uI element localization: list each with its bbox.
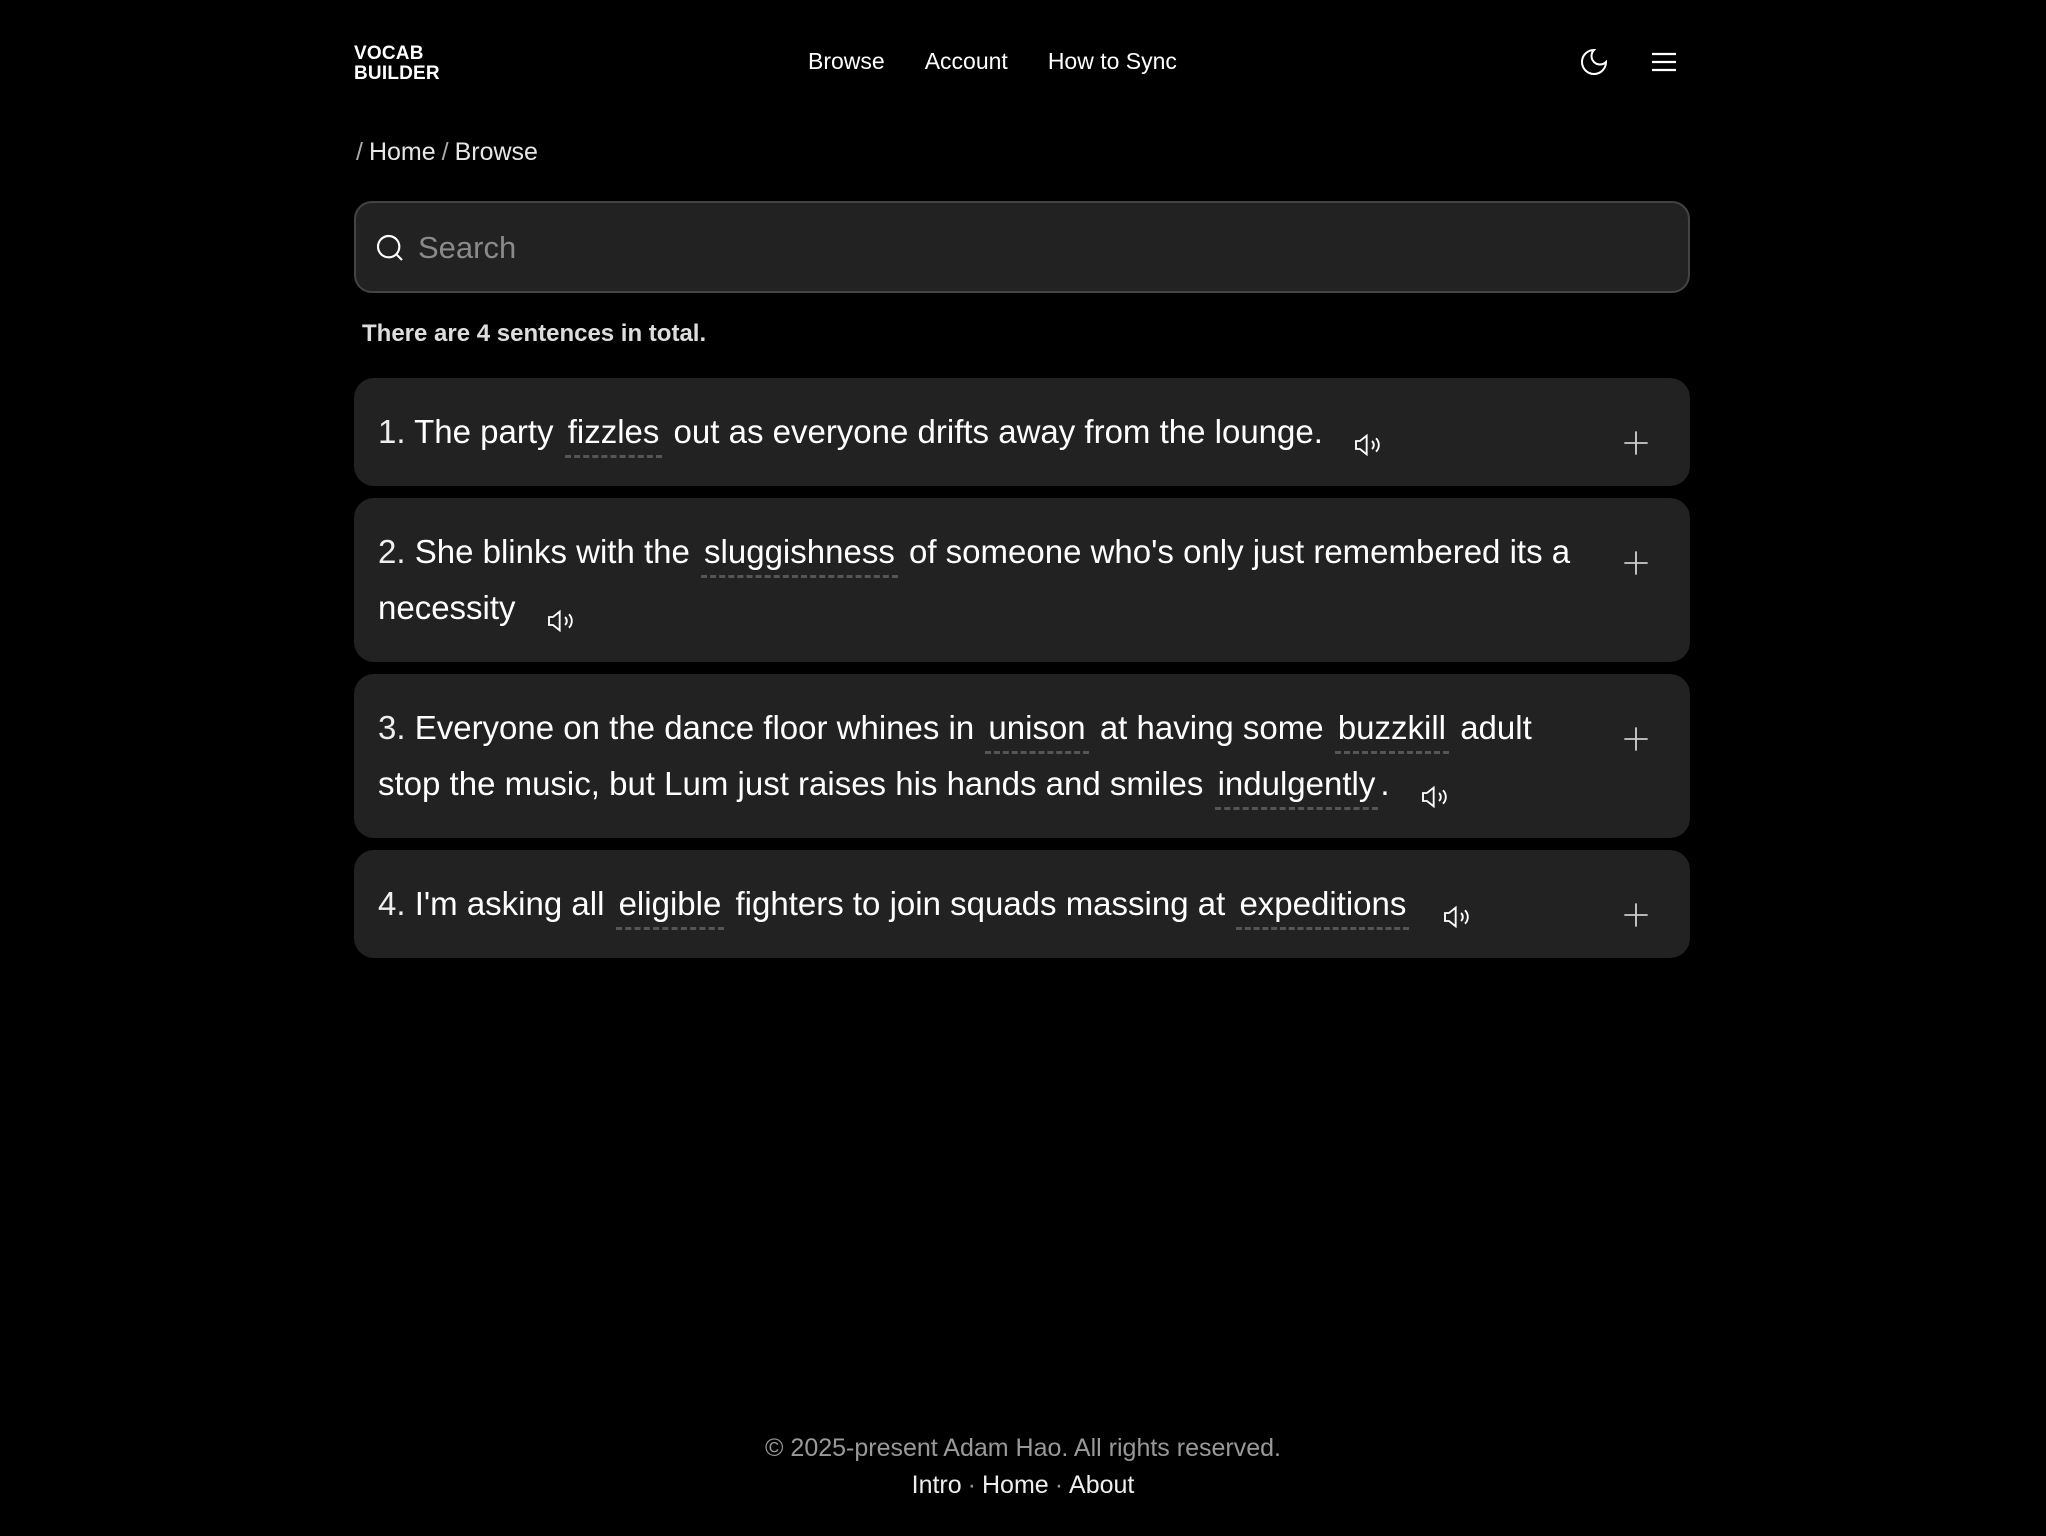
nav-how-to-sync[interactable]: How to Sync <box>1047 48 1177 74</box>
sentence-card <box>354 498 1690 662</box>
sentence-text: . <box>1380 765 1390 802</box>
copyright: © 2025-present Adam Hao. All rights reserved. <box>765 1434 1281 1462</box>
sentence-text: The party <box>414 413 554 450</box>
add-icon[interactable] <box>1622 714 1650 742</box>
sentence-card <box>354 850 1690 958</box>
moon-icon[interactable] <box>1578 46 1610 78</box>
vocab-word[interactable]: expeditions <box>1236 881 1409 930</box>
speaker-icon[interactable] <box>545 596 577 624</box>
vocab-word[interactable]: fizzles <box>565 409 663 458</box>
sentence-number: 3. <box>378 709 406 746</box>
sentence-number: 1. <box>378 413 406 450</box>
nav-account[interactable]: Account <box>924 48 1008 74</box>
breadcrumb-separator: / <box>356 138 363 166</box>
sentence-number: 4. <box>378 885 406 922</box>
add-icon[interactable] <box>1622 538 1650 566</box>
speaker-icon[interactable] <box>1352 420 1384 448</box>
breadcrumb-separator: / <box>441 138 449 166</box>
vocab-word[interactable]: indulgently <box>1215 761 1379 810</box>
sentence-number: 2. <box>378 533 406 570</box>
logo-line: BUILDER <box>354 63 440 84</box>
search-input[interactable] <box>416 203 1670 293</box>
main-nav <box>808 48 1177 75</box>
sentence-card <box>354 378 1690 486</box>
vocab-word[interactable]: eligible <box>616 881 725 930</box>
sentence-card <box>354 674 1690 838</box>
speaker-icon[interactable] <box>1419 772 1451 800</box>
breadcrumb <box>356 138 544 167</box>
vocab-word[interactable]: buzzkill <box>1335 705 1449 754</box>
breadcrumb-browse[interactable]: Browse <box>454 138 538 166</box>
sentence-text: at having some <box>1099 709 1324 746</box>
menu-icon[interactable] <box>1648 46 1680 78</box>
footer <box>0 1434 2046 1500</box>
nav-browse[interactable]: Browse <box>808 48 885 74</box>
page <box>354 0 1690 922</box>
sentence-text: Everyone on the dance floor whines in <box>414 709 975 746</box>
sentence-text: adult stop the music, but Lum just raises his hands and smiles <box>378 709 1532 802</box>
add-icon[interactable] <box>1622 890 1650 918</box>
vocab-word[interactable]: unison <box>985 705 1088 754</box>
logo-line: VOCAB <box>354 43 424 64</box>
header-actions <box>1578 46 1680 78</box>
sentence-count: There are 4 sentences in total. <box>362 320 707 347</box>
header <box>354 0 1690 130</box>
footer-link-intro[interactable]: Intro <box>911 1471 962 1499</box>
separator: · <box>967 1471 976 1499</box>
speaker-icon[interactable] <box>1441 892 1473 920</box>
sentence-text: I'm asking all <box>414 885 605 922</box>
breadcrumb-home[interactable]: Home <box>368 138 436 166</box>
vocab-word[interactable]: sluggishness <box>701 529 898 578</box>
sentence-text: out as everyone drifts away from the lounge. <box>673 413 1323 450</box>
add-icon[interactable] <box>1622 418 1650 446</box>
footer-link-home[interactable]: Home <box>982 1471 1049 1499</box>
sentence-text: of someone who's only just remembered its a necessity <box>378 533 1571 626</box>
footer-links <box>0 1471 2046 1500</box>
search-icon <box>374 231 406 265</box>
separator: · <box>1054 1471 1064 1499</box>
search-box <box>354 201 1690 293</box>
logo[interactable] <box>354 44 440 84</box>
sentence-text: She blinks with the <box>414 533 690 570</box>
footer-link-about[interactable]: About <box>1069 1471 1135 1499</box>
sentence-list <box>354 378 1690 970</box>
sentence-text: fighters to join squads massing at <box>735 885 1226 922</box>
